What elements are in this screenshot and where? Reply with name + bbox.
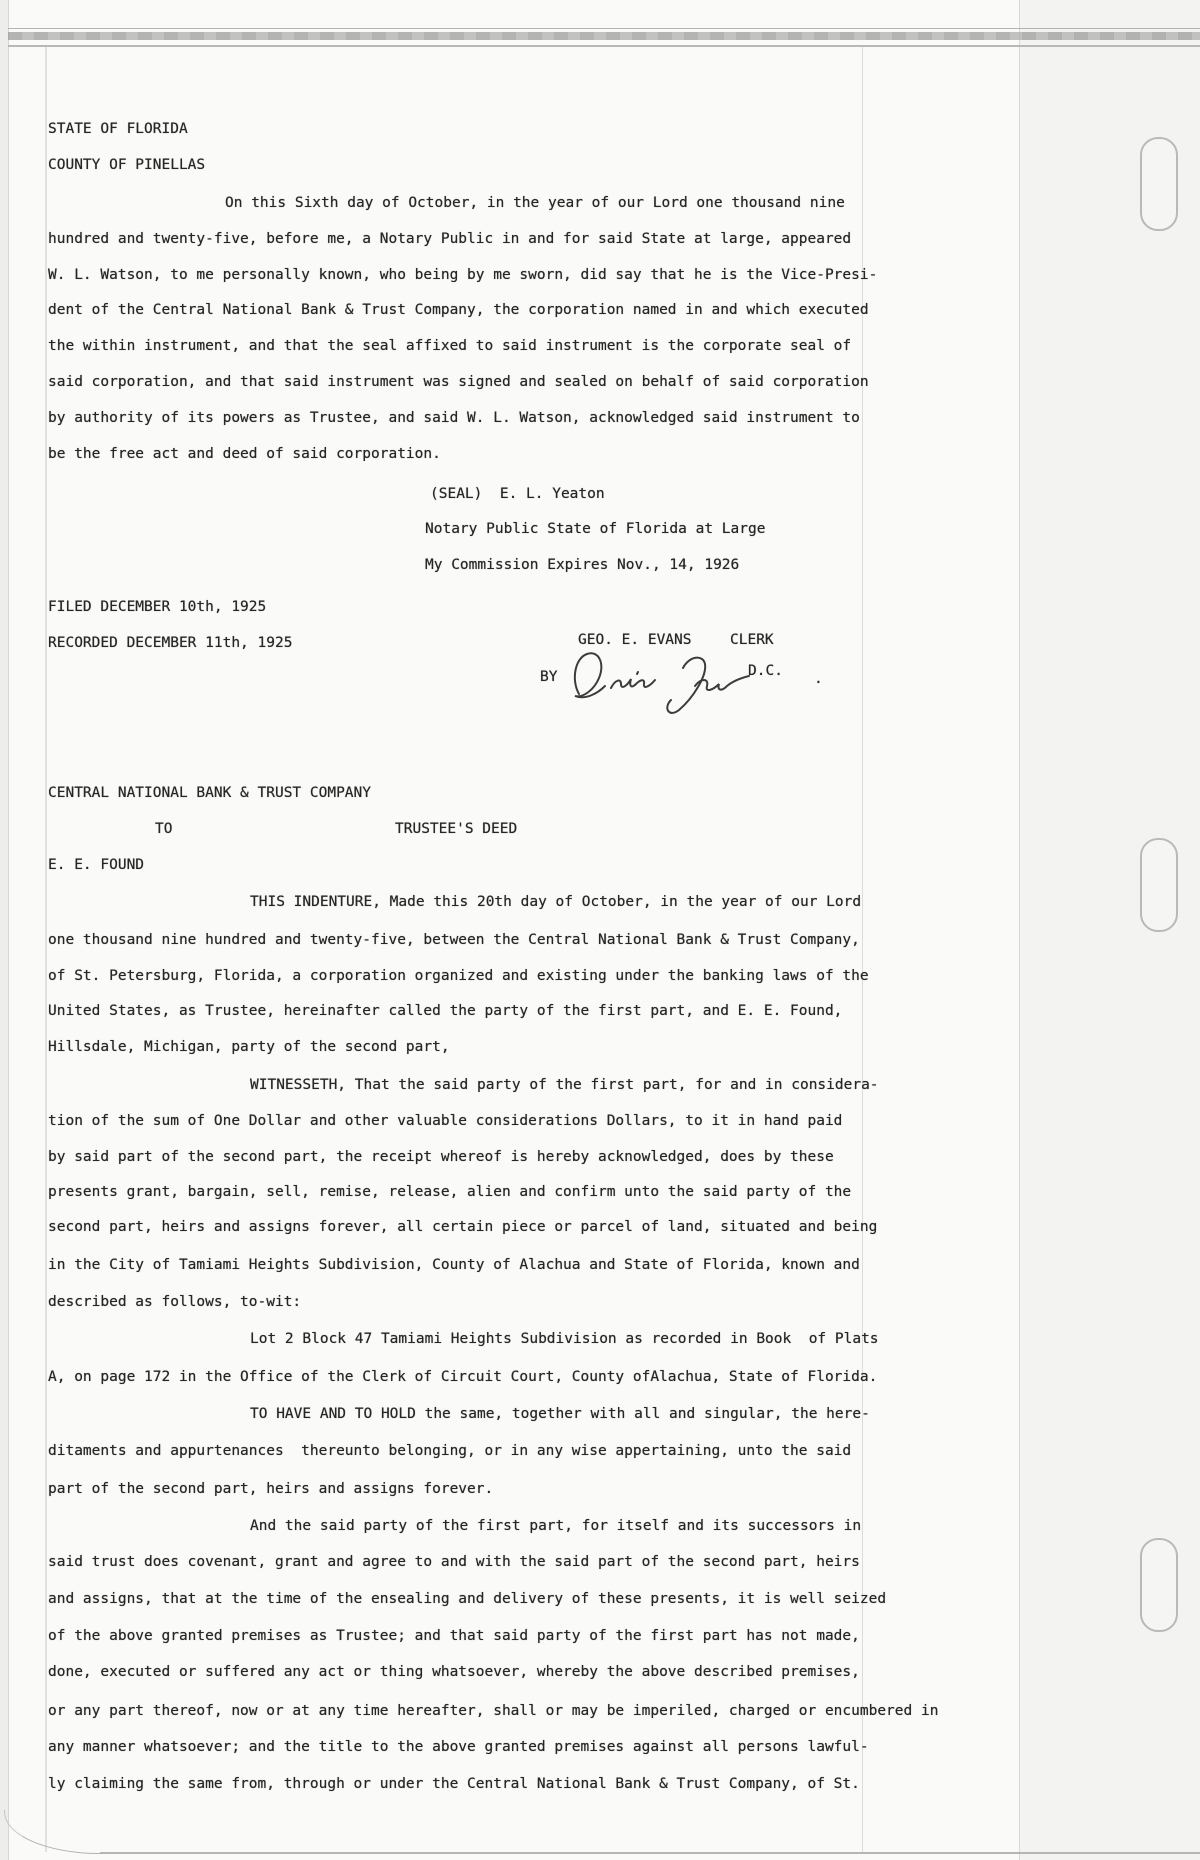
- document-line: On this Sixth day of October, in the year of our Lord one thousand nine: [225, 195, 845, 211]
- clerk-signature: [565, 642, 765, 720]
- document-line: TO HAVE AND TO HOLD the same, together with all and singular, the here-: [250, 1406, 870, 1422]
- document-line: second part, heirs and assigns forever, all certain piece or parcel of land, situated and being: [48, 1219, 878, 1235]
- document-line: ly claiming the same from, through or under the Central National Bank & Trust Company, of St.: [48, 1776, 860, 1792]
- document-line: THIS INDENTURE, Made this 20th day of October, in the year of our Lord: [250, 894, 862, 910]
- binder-hole-icon: [1140, 137, 1178, 231]
- document-line: E. E. FOUND: [48, 857, 145, 873]
- document-line: said trust does covenant, grant and agree to and with the said part of the second part, heirs: [48, 1554, 860, 1570]
- document-line: of St. Petersburg, Florida, a corporation organized and existing under the banking laws of the: [48, 968, 869, 984]
- document-line: by said part of the second part, the receipt whereof is hereby acknowledged, does by these: [48, 1149, 834, 1165]
- document-line: any manner whatsoever; and the title to the above granted premises against all persons lawful-: [48, 1739, 869, 1755]
- document-line: Lot 2 Block 47 Tamiami Heights Subdivision as recorded in Book of Plats: [250, 1331, 879, 1347]
- document-line: (SEAL) E. L. Yeaton: [430, 486, 605, 502]
- top-rule: [8, 28, 1200, 29]
- document-line: BY: [540, 669, 558, 685]
- document-line: CENTRAL NATIONAL BANK & TRUST COMPANY: [48, 785, 372, 801]
- document-line: hundred and twenty-five, before me, a Notary Public in and for said State at large, appeared: [48, 231, 852, 247]
- document-line: United States, as Trustee, hereinafter called the party of the first part, and E. E. Found,: [48, 1003, 843, 1019]
- document-line: A, on page 172 in the Office of the Clerk of Circuit Court, County ofAlachua, State of Florida.: [48, 1369, 878, 1385]
- top-rule-band: [8, 32, 1200, 40]
- document-line: described as follows, to-wit:: [48, 1294, 302, 1310]
- document-line: part of the second part, heirs and assigns forever.: [48, 1481, 494, 1497]
- document-line: W. L. Watson, to me personally known, who being by me sworn, did say that he is the Vice-Presi-: [48, 267, 878, 283]
- document-line: TO: [155, 821, 173, 837]
- document-line: or any part thereof, now or at any time hereafter, shall or may be imperiled, charged or encumbered in: [48, 1703, 939, 1719]
- document-line: TRUSTEE'S DEED: [395, 821, 518, 837]
- document-line: and assigns, that at the time of the ensealing and delivery of these presents, it is well seized: [48, 1591, 887, 1607]
- document-line: be the free act and deed of said corporation.: [48, 446, 441, 462]
- document-line: dent of the Central National Bank & Trust Company, the corporation named in and which executed: [48, 302, 869, 318]
- document-line: said corporation, and that said instrument was signed and sealed on behalf of said corporation: [48, 374, 869, 390]
- document-line: And the said party of the first part, for itself and its successors in: [250, 1518, 862, 1534]
- binder-hole-icon: [1140, 1538, 1178, 1632]
- document-line: WITNESSETH, That the said party of the first part, for and in considera-: [250, 1077, 879, 1093]
- binder-hole-icon: [1140, 838, 1178, 932]
- document-line: .: [814, 671, 823, 687]
- document-line: Notary Public State of Florida at Large: [425, 521, 766, 537]
- document-line: ditaments and appurtenances thereunto belonging, or in any wise appertaining, unto the said: [48, 1443, 852, 1459]
- document-line: of the above granted premises as Trustee; and that said party of the first part has not made,: [48, 1628, 860, 1644]
- document-line: tion of the sum of One Dollar and other valuable considerations Dollars, to it in hand paid: [48, 1113, 843, 1129]
- page-left-edge: [0, 0, 9, 1860]
- document-line: RECORDED DECEMBER 11th, 1925: [48, 635, 293, 651]
- document-line: STATE OF FLORIDA: [48, 121, 188, 137]
- document-line: My Commission Expires Nov., 14, 1926: [425, 557, 740, 573]
- document-line: done, executed or suffered any act or thing whatsoever, whereby the above described premises,: [48, 1664, 860, 1680]
- left-margin-rule: [45, 47, 47, 1852]
- document-line: D.C.: [748, 663, 783, 679]
- bottom-rule: [100, 1852, 1200, 1854]
- document-line: FILED DECEMBER 10th, 1925: [48, 599, 267, 615]
- document-line: one thousand nine hundred and twenty-five, between the Central National Bank & Trust Company,: [48, 932, 860, 948]
- document-line: CLERK: [730, 632, 774, 648]
- top-rule-lower: [8, 45, 1200, 47]
- document-line: presents grant, bargain, sell, remise, release, alien and confirm unto the said party of the: [48, 1184, 852, 1200]
- document-line: COUNTY OF PINELLAS: [48, 157, 206, 173]
- document-line: by authority of its powers as Trustee, and said W. L. Watson, acknowledged said instrument to: [48, 410, 860, 426]
- document-line: Hillsdale, Michigan, party of the second part,: [48, 1039, 450, 1055]
- document-line: GEO. E. EVANS: [578, 632, 692, 648]
- document-line: the within instrument, and that the seal affixed to said instrument is the corporate seal of: [48, 338, 852, 354]
- page-corner-curve: [4, 1810, 105, 1854]
- document-line: in the City of Tamiami Heights Subdivision, County of Alachua and State of Florida, known and: [48, 1257, 860, 1273]
